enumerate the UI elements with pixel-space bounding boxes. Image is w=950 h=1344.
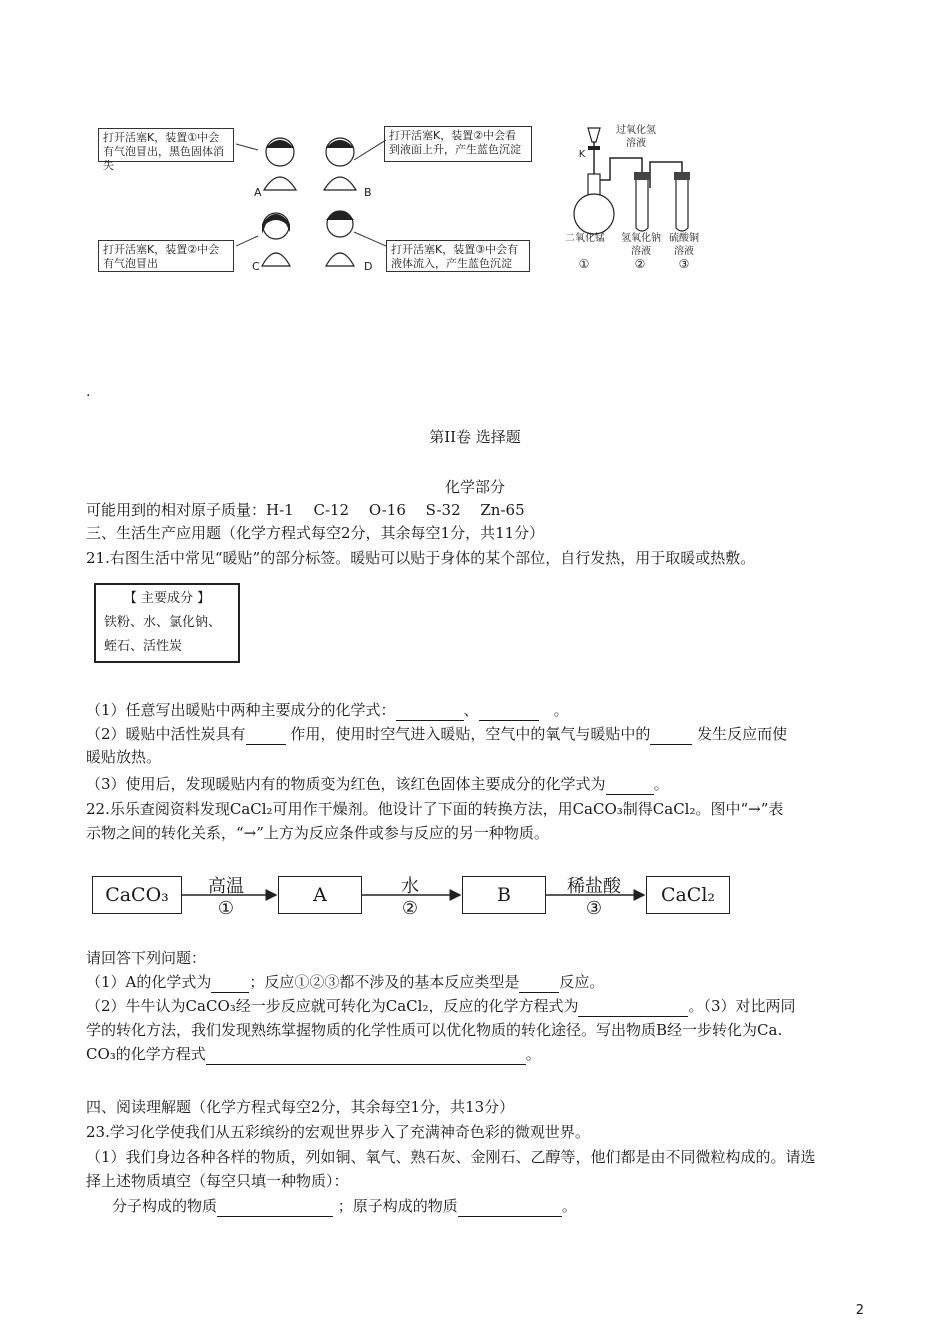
q22-sub3-cont [86,1043,864,1065]
callout-b: 打开活塞K，装置②中会看到液面上升，产生蓝色沉淀 [384,126,532,162]
flow-box-b: B [462,876,546,914]
vessel-2-label: 氢氧化钠溶液 [621,233,661,257]
reagent-top-label: 过氧化氢溶液 [616,125,656,149]
q22-blank-2[interactable] [519,976,559,993]
q21-sub3 [86,773,864,795]
q21-sub2-b: 作用，使用时空气进入暖贴，空气中的氧气与暖贴中的 [290,725,651,743]
flow-arrows [0,880,950,910]
q23-atom-label: ；原子构成的物质 [337,1197,458,1215]
q21-sub3-end: 。 [653,775,669,793]
q23-mol-label: 分子构成的物质 [112,1197,218,1215]
flow-step-1: ① [217,898,235,919]
page-number: 2 [855,1303,864,1318]
q22-sub3-b: CO₃的化学方程式 [86,1045,206,1063]
q23-end: 。 [561,1197,577,1215]
q22-sub1 [86,971,864,993]
q21-blank-2[interactable] [479,704,539,721]
vessel-2-number: ② [634,257,646,271]
q22-sub2-b: 。（3）对比两同 [688,997,796,1015]
kid-label-d: D [364,260,373,273]
q21-sub2-cont: 暖贴放热。 [86,748,162,766]
subsection-title: 化学部分 [444,478,505,496]
kid-c-figure [262,213,290,266]
callout-a: 打开活塞K，装置①中会有气泡冒出，黑色固体消失 [98,128,234,162]
flow-cond-1: 高温 [208,876,244,897]
kid-d-figure [326,211,354,266]
q21-blank-5[interactable] [606,778,654,795]
valve-label: K [578,149,586,160]
q22-sub3: 学的转化方法，我们发现熟练掌握物质的化学性质可以优化物质的转化途径。写出物质B经一步转化为Ca. [86,1021,783,1039]
ingredient-box-title: 【 主要成分 】 [123,591,211,606]
kid-b-figure [324,138,356,190]
vessel-1-number: ① [578,257,590,271]
q22-prompt: 请回答下列问题： [86,949,207,967]
flow-box-cacl2: CaCl₂ [646,876,730,914]
vessel-1-label: 二氧化锰 [565,233,605,244]
ingredient-box-line2: 蛭石、活性炭 [104,639,183,654]
flow-cond-2: 水 [401,876,419,897]
flow-step-3: ③ [585,898,603,919]
ingredient-label-box [94,583,240,663]
q21-sub2-a: （2）暖贴中活性炭具有 [86,725,246,743]
q21-sub1-text: （1）任意写出暖贴中两种主要成分的化学式： [86,701,396,719]
q23-stem: 23.学习化学使我们从五彩缤纷的宏观世界步入了充满神奇色彩的微观世界。 [86,1123,590,1141]
vessel-3-label: 硫酸铜溶液 [669,233,699,257]
atomic-masses: 可能用到的相对原子质量：H-1 C-12 O-16 S-32 Zn-65 [86,501,525,519]
vessel-3-number: ③ [678,257,690,271]
callout-c: 打开活塞K，装置②中会有气泡冒出 [98,240,234,272]
kid-label-c: C [252,260,260,273]
q22-sub1-c: 反应。 [559,973,605,991]
q21-sub2-c: 发生反应而使 [697,725,788,743]
q21-blank-1[interactable] [396,704,464,721]
q23-blank-1[interactable] [217,1200,333,1217]
q22-stem-2: 示物之间的转化关系，“→”上方为反应条件或参与反应的另一种物质。 [86,824,549,842]
kid-label-b: B [364,186,372,199]
q23-sub1-cont: 择上述物质填空（每空只填一种物质）： [86,1172,349,1190]
q21-sub1-sep: 、 [463,701,479,719]
part4-heading: 四、阅读理解题（化学方程式每空2分，其余每空1分，共13分） [86,1098,515,1116]
q21-sub1 [86,699,864,721]
q22-blank-4[interactable] [206,1048,526,1065]
flow-step-2: ② [401,898,419,919]
flow-cond-3: 稀盐酸 [567,876,621,897]
q21-sub2 [86,723,864,745]
q22-sub2 [86,995,864,1017]
q22-sub3-end: 。 [525,1045,541,1063]
kid-label-a: A [254,186,262,199]
q21-blank-3[interactable] [246,728,286,745]
q22-sub2-a: （2）牛牛认为CaCO₃经一步反应就可转化为CaCl₂，反应的化学方程式为 [86,997,579,1015]
q21-sub1-end: 。 [553,701,569,719]
flow-box-caco3: CaCO₃ [92,876,182,914]
kid-a-figure [264,138,296,190]
q22-sub1-a: （1）A的化学式为 [86,973,212,991]
q22-stem-1: 22.乐乐查阅资料发现CaCl₂可用作干燥剂。他设计了下面的转换方法，用CaCO₃制得CaCl₂。图中“→”表 [86,800,784,818]
q23-blank-2[interactable] [458,1200,562,1217]
kids-illustration [236,120,386,280]
stray-dot: . [86,384,91,400]
ingredient-box-line1: 铁粉、水、氯化钠、 [104,615,222,630]
q22-blank-1[interactable] [211,976,249,993]
q21-stem: 21.右图生活中常见“暖贴”的部分标签。暖贴可以贴于身体的某个部位，自行发热，用于取暖或热敷。 [86,549,756,567]
q21-blank-4[interactable] [650,728,692,745]
flow-box-a: A [278,876,362,914]
q22-blank-3[interactable] [578,1000,688,1017]
q23-fill-line [112,1195,864,1217]
q23-sub1: （1）我们身边各种各样的物质，列如铜、氧气、熟石灰、金刚石、乙醇等，他们都是由不同微粒构成的。请选 [86,1148,816,1166]
q22-sub1-b: ；反应①②③都不涉及的基本反应类型是 [249,973,520,991]
callout-d: 打开活塞K，装置③中会有液体流入，产生蓝色沉淀 [386,240,530,272]
q21-sub3-text: （3）使用后，发现暖贴内有的物质变为红色，该红色固体主要成分的化学式为 [86,775,606,793]
part3-heading: 三、生活生产应用题（化学方程式每空2分，其余每空1分，共11分） [86,524,545,542]
section-title: 第II卷 选择题 [429,428,521,446]
